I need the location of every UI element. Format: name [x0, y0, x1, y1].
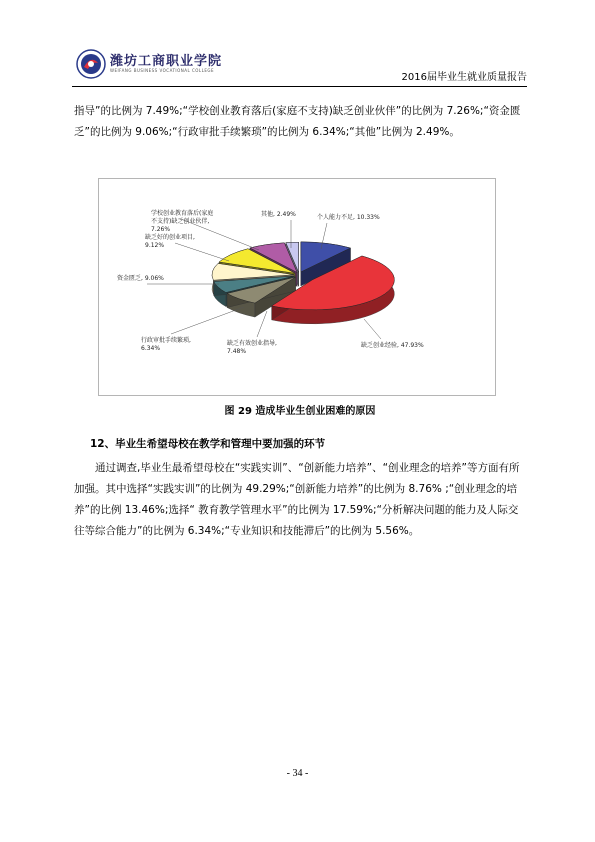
pie-chart-frame [98, 178, 496, 396]
pie-slice-label: 缺乏好的创业项目, 9.12% [145, 234, 195, 249]
top-paragraph: 指导”的比例为 7.49%;“学校创业教育落后(家庭不支持)缺乏创业伙伴”的比例为 7.26%;“资金匮乏”的比例为 9.06%;“行政审批手续繁琐”的比例为 6.34%;“其他”比例为 2.49%。 [74, 105, 521, 138]
page-header [72, 46, 527, 87]
college-logo [72, 46, 242, 86]
pie-leader-line [171, 307, 244, 334]
pie-slice-label: 缺乏创业经验, 47.93% [361, 342, 424, 349]
pie-slice-label: 其他, 2.49% [261, 211, 296, 218]
pie-leader-line [364, 319, 381, 339]
pie-leader-line [175, 243, 229, 261]
body-paragraph: 通过调查,毕业生最希望母校在“实践实训”、“创新能力培养”、“创业理念的培养”等方面有所加强。其中选择“实践实训”的比例为 49.29%;“创新能力培养”的比例为 8.76% ;“创业理念的培养”的比例 13.46%;选择“ 教育教学管理水平”的比例为 17.59%;“分析解决问题的能力及人际交往等综合能力”的比例为 6.34%;“专业知识和技能滞后”的比例为 5.56%。 [74, 462, 520, 537]
pie-slice-label: 行政审批手续繁琐, 6.34% [141, 337, 191, 352]
pie-slice-label: 资金匮乏, 9.06% [117, 275, 164, 282]
pie-slice-label: 缺乏有效创业指导, 7.48% [227, 340, 277, 355]
section-heading: 12、毕业生希望母校在教学和管理中要加强的环节 [90, 438, 326, 450]
figure-caption: 图 29 造成毕业生创业困难的原因 [224, 406, 376, 417]
college-name-english: WEIFANG BUSINESS VOCATIONAL COLLEGE [110, 68, 215, 73]
pie-slice-label: 学校创业教育落后(家庭不支持)缺乏创业伙伴, 7.26% [151, 210, 214, 233]
college-name: 潍坊工商职业学院 [110, 54, 223, 69]
report-title: 2016届毕业生就业质量报告 [401, 72, 527, 83]
page-number: - 34 - [286, 768, 309, 779]
pie-slice-label: 个人能力不足, 10.33% [317, 214, 380, 221]
college-emblem-icon [76, 49, 106, 79]
pie-chart [99, 179, 495, 395]
